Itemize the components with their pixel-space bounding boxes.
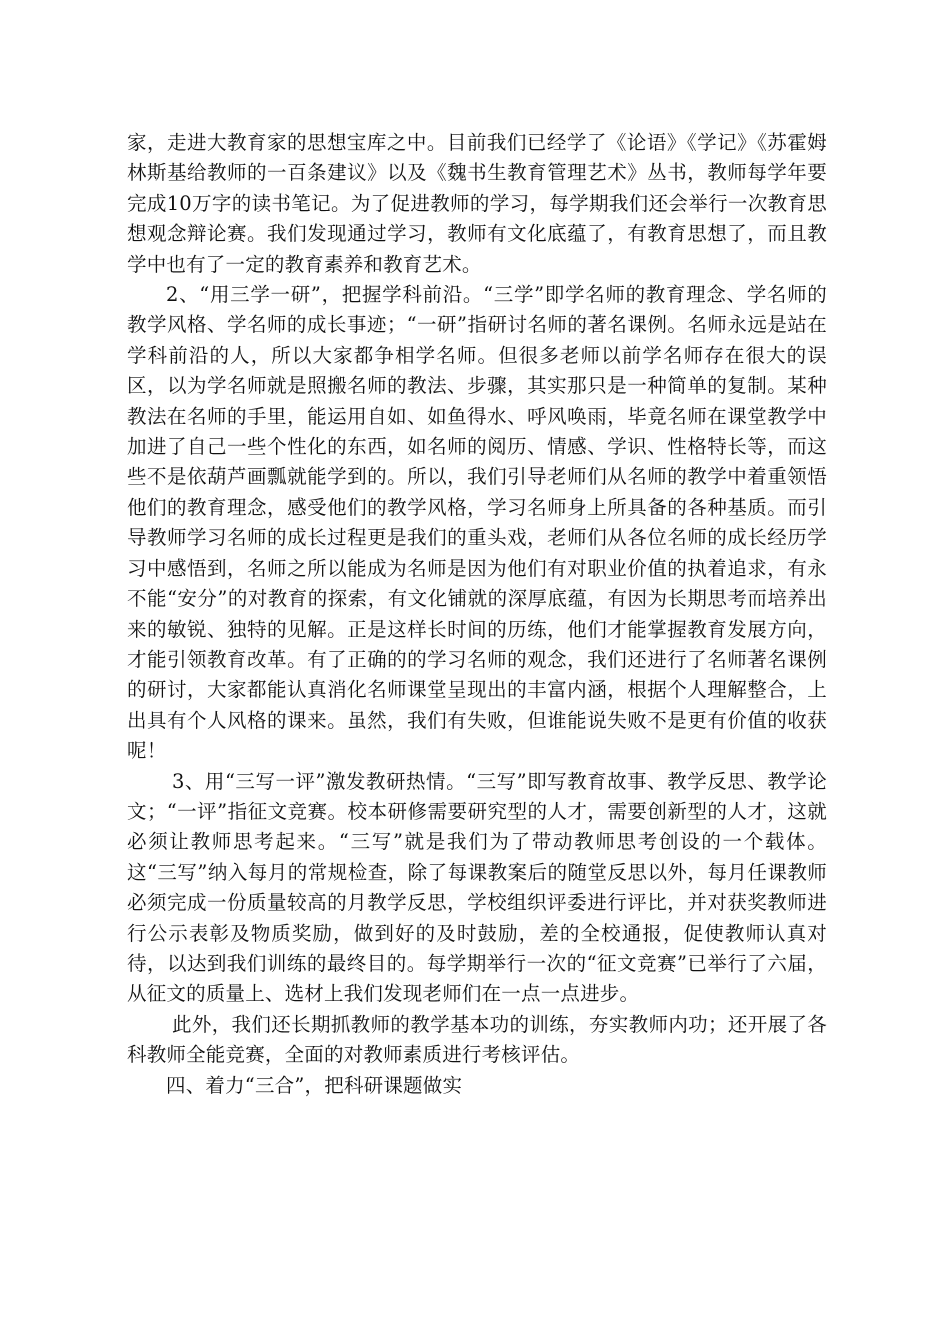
document-body: [127, 128, 827, 1101]
paragraph-continuation: 家，走进大教育家的思想宝库之中。目前我们已经学了《论语》《学记》《苏霍姆林斯基给教师的一百条建议》以及《魏书生教育管理艺术》丛书，教师每学年要完成10万字的读书笔记。为了促进教师的学习，每学期我们还会举行一次教育思想观念辩论赛。我们发现通过学习，教师有文化底蕴了，有教育思想了，而且教学中也有了一定的教育素养和教育艺术。: [127, 131, 827, 276]
paragraph-item-2: 2、“用三学一研”，把握学科前沿。“三学”即学名师的教育理念、学名师的教学风格、学名师的成长事迹；“一研”指研讨名师的著名课例。名师永远是站在学科前沿的人，所以大家都争相学名师。但很多老师以前学名师存在很大的误区，以为学名师就是照搬名师的教法、步骤，其实那只是一种简单的复制。某种教法在名师的手里，能运用自如、如鱼得水、呼风唤雨，毕竟名师在课堂教学中加进了自己一些个性化的东西，如名师的阅历、情感、学识、性格特长等，而这些不是依葫芦画瓢就能学到的。所以，我们引导老师们从名师的教学中着重领悟他们的教育理念，感受他们的教学风格，学习名师身上所具备的各种基质。而引导教师学习名师的成长过程更是我们的重头戏，老师们从各位名师的成长经历学习中感悟到，名师之所以能成为名师是因为他们有对职业价值的执着追求，有永不能“安分”的对教育的探索，有文化铺就的深厚底蕴，有因为长期思考而培养出来的敏锐、独特的见解。正是这样长时间的历练，他们才能掌握教育发展方向，才能引领教育改革。有了正确的的学习名师的观念，我们还进行了名师著名课例的研讨，大家都能认真消化名师课堂呈现出的丰富内涵，根据个人理解整合，上出具有个人风格的课来。虽然，我们有失败，但谁能说失败不是更有价值的收获呢！: [127, 283, 827, 763]
paragraph-supplement: 此外，我们还长期抓教师的教学基本功的训练，夯实教师内功；还开展了各科教师全能竞赛，全面的对教师素质进行考核评估。: [127, 1012, 827, 1067]
section-heading-4: 四、着力“三合”，把科研课题做实: [166, 1073, 463, 1097]
paragraph-item-3: 3、用“三写一评”激发教研热情。“三写”即写教育故事、教学反思、教学论文；“一评”指征文竞赛。校本研修需要研究型的人才，需要创新型的人才，这就必须让教师思考起来。“三写”就是我们为了带动教师思考创设的一个载体。这“三写”纳入每月的常规检查，除了每课教案后的随堂反思以外，每月任课教师必须完成一份质量较高的月教学反思，学校组织评委进行评比，并对获奖教师进行公示表彰及物质奖励，做到好的及时鼓励，差的全校通报，促使教师认真对待，以达到我们训练的最终目的。每学期举行一次的“征文竞赛”已举行了六届，从征文的质量上、选材上我们发现老师们在一点一点进步。: [127, 769, 827, 1006]
